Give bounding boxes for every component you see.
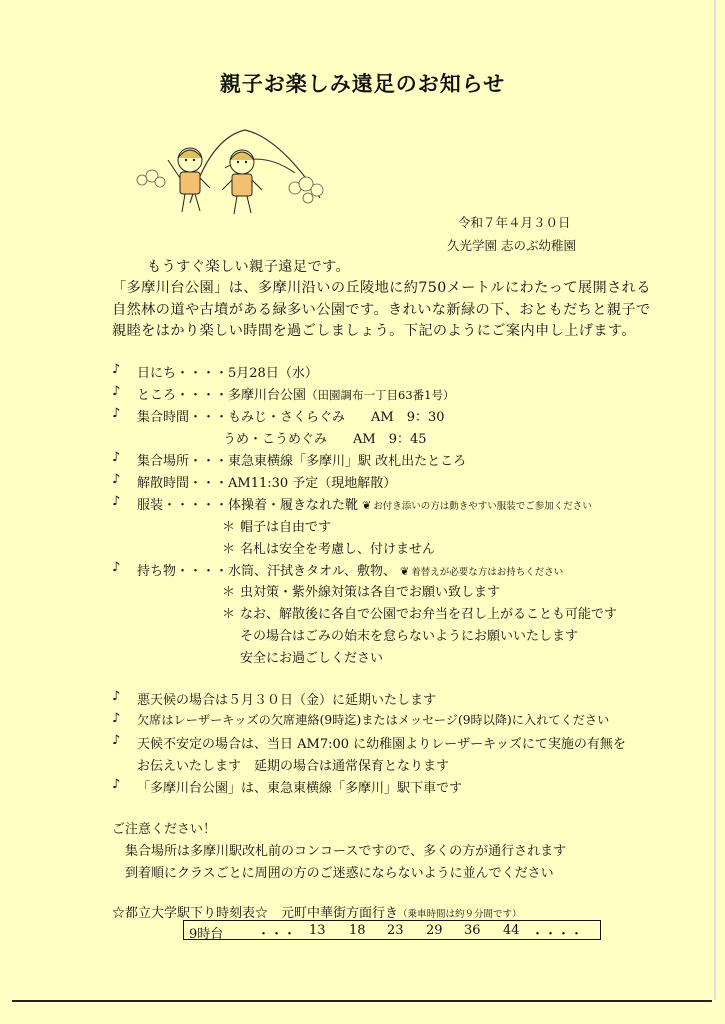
caution-line-1: 集合場所は多摩川駅改札前のコンコースですので、多くの方が通行されます <box>125 844 567 859</box>
intro-line-2: 「多摩川台公園」は、多摩川沿いの丘陵地に約750メートルにわたって展開される <box>112 280 651 296</box>
bullet-icon: ♪ <box>112 384 121 399</box>
intro-line-1: もうすぐ楽しい親子遠足です。 <box>147 259 351 275</box>
bullet-icon: ♪ <box>112 711 121 726</box>
notice-absence: 欠席はレーザーキッズの欠席連絡(9時迄)またはメッセージ(9時以降)に入れてください <box>137 713 610 727</box>
timetable-minute: 29 <box>426 923 443 938</box>
bullet-icon: ♪ <box>112 450 121 465</box>
bullet-icon: ♪ <box>112 362 121 377</box>
sub-bullet-icon: ＊ <box>222 585 236 600</box>
caution-heading: ご注意ください！ <box>112 822 217 837</box>
detail-clothes: 服装・・・・・体操着・履きなれた靴 ❦ お付き添いの方は動きやすい服装でご参加ください <box>137 498 592 513</box>
items-sub-1: 虫対策・紫外線対策は各自でお願い致します <box>240 585 501 600</box>
timetable-minute: 13 <box>309 923 326 938</box>
caution-line-2: 到着順にクラスごとに周囲の方のご迷惑にならないように並んでください <box>125 866 554 881</box>
intro-line-3: 自然林の道や古墳がある緑多い公園です。きれいな新緑の下、おともだちと親子で <box>112 302 651 318</box>
detail-meeting-time: 集合時間・・・もみじ・さくらぐみ AM 9：30 <box>137 410 445 425</box>
timetable-minute: 18 <box>349 923 366 938</box>
organization-name: 久光学園 志のぶ幼稚園 <box>447 238 576 253</box>
notice-weather-2: お伝えいたします 延期の場合は通常保育となります <box>137 759 450 774</box>
bullet-icon: ♪ <box>112 406 121 421</box>
sub-bullet-icon: ＊ <box>222 542 236 557</box>
detail-place: ところ・・・・多摩川台公園（田園調布一丁目63番1号） <box>137 388 455 403</box>
items-sub-4: 安全にお過ごしください <box>240 651 384 666</box>
items-sub-3: その場合はごみの始末を怠らないようにお願いいたします <box>240 629 579 644</box>
detail-items: 持ち物・・・・水筒、汗拭きタオル、敷物、 ❦ 着替えが必要な方はお持ちください <box>137 564 564 579</box>
bullet-icon: ♪ <box>112 560 121 575</box>
place-address: （田園調布一丁目63番1号） <box>306 388 455 402</box>
timetable-minute: 44 <box>503 923 520 938</box>
detail-meeting-time-2: うめ・こうめぐみ AM 9：45 <box>223 432 427 447</box>
timetable-heading: ☆都立大学駅下り時刻表☆ 元町中華街方面行き（乗車時間は約９分間です） <box>112 906 522 921</box>
notice-rain: 悪天候の場合は５月３０日（金）に延期いたします <box>137 693 437 708</box>
bottom-border <box>12 1000 712 1002</box>
intro-line-4: 親睦をはかり楽しい時間を過ごしましょう。下記のようにご案内申し上げます。 <box>112 323 637 339</box>
right-border <box>714 0 716 1000</box>
bullet-icon: ♪ <box>112 472 121 487</box>
notice-station: 「多摩川台公園」は、東急東横線「多摩川」駅下車です <box>137 781 463 796</box>
sub-bullet-icon: ＊ <box>222 607 236 622</box>
timetable-dots-end: ・・・・ <box>531 927 584 942</box>
children-hiking-illustration <box>130 118 335 228</box>
timetable-row <box>183 920 601 940</box>
clothes-sub-2: 名札は安全を考慮し、付けません <box>240 542 436 557</box>
detail-date: 日にち・・・・5月28日（水） <box>137 366 318 381</box>
bullet-icon: ♪ <box>112 777 121 792</box>
clothes-sub-1: 帽子は自由です <box>240 520 332 535</box>
timetable-hour: 9時台 <box>189 927 224 942</box>
detail-dismissal: 解散時間・・・AM11:30 予定（現地解散） <box>137 476 397 491</box>
leaf-icon: ❦ <box>362 499 372 512</box>
items-sub-2: なお、解散後に各自で公園でお弁当を召し上がることも可能です <box>240 607 618 622</box>
timetable-minute: 23 <box>387 923 404 938</box>
bullet-icon: ♪ <box>112 733 121 748</box>
timetable-minute: 36 <box>464 923 481 938</box>
notice-weather-1: 天候不安定の場合は、当日 AM7:00 に幼稚園よりレーザーキッズにて実施の有無を <box>137 737 626 752</box>
leaf-icon: ❦ <box>399 565 410 578</box>
issue-date: 令和７年４月３０日 <box>458 215 571 230</box>
bullet-icon: ♪ <box>112 494 121 509</box>
detail-meeting-place: 集合場所・・・東急東横線「多摩川」駅 改札出たところ <box>137 454 467 469</box>
bullet-icon: ♪ <box>112 689 121 704</box>
timetable-note: （乗車時間は約９分間です） <box>398 909 522 920</box>
sub-bullet-icon: ＊ <box>222 520 236 535</box>
timetable-dots-start: ・・・ <box>257 927 297 942</box>
page-title: 親子お楽しみ遠足のお知らせ <box>219 71 506 96</box>
